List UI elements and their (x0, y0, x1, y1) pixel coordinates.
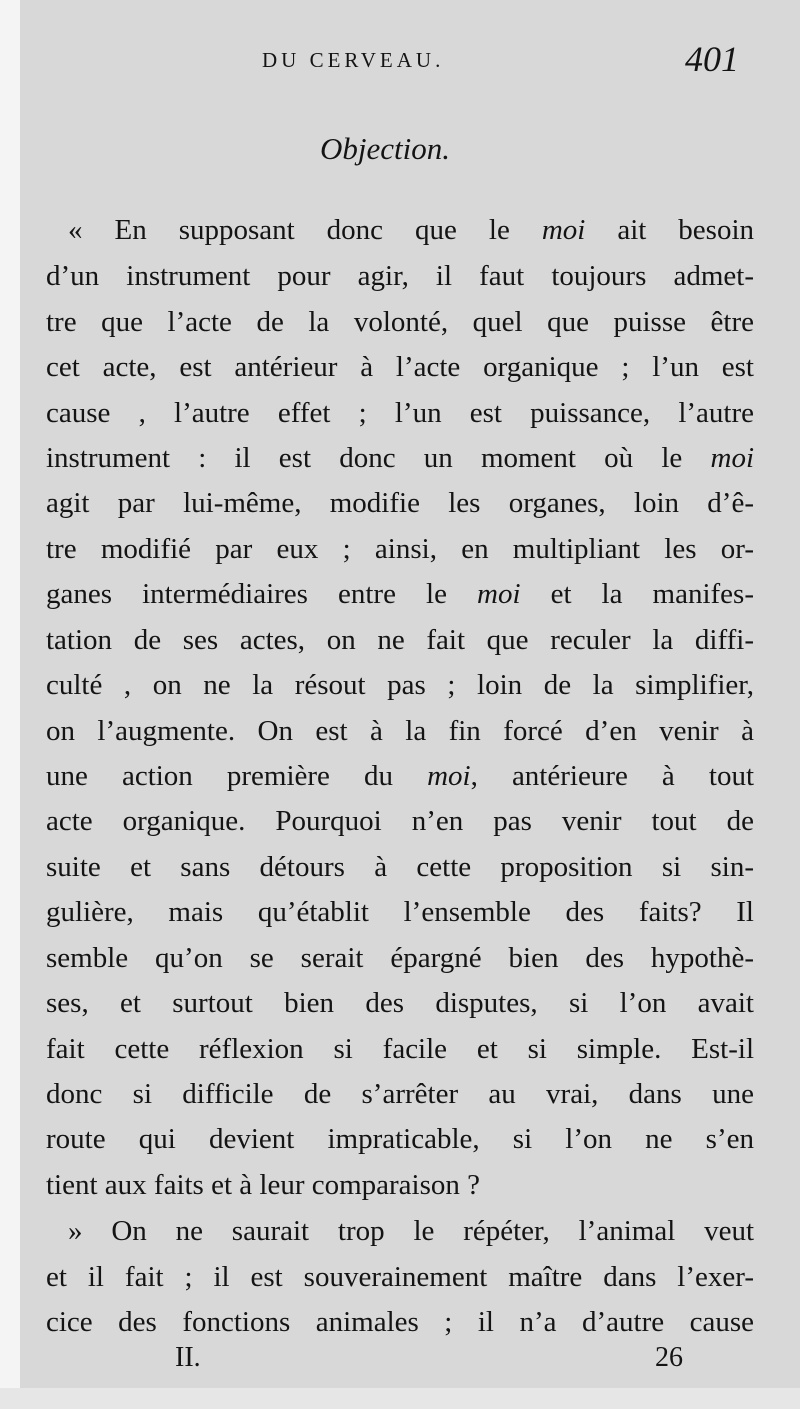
page-edge-margin (0, 0, 20, 1409)
text-line (46, 845, 754, 889)
text-line (46, 890, 754, 934)
text-line (46, 481, 754, 525)
text-line (46, 1163, 754, 1207)
text-segment: cause , l’autre effet ; l’un est puissance, l’autre (46, 397, 754, 429)
text-segment: « En supposant donc que le (68, 214, 542, 246)
text-segment: ait besoin (585, 214, 755, 246)
text-line (46, 618, 754, 662)
text-segment: agit par lui-même, modifie les organes, loin d’ê- (46, 487, 754, 519)
text-segment: et la manifes- (520, 578, 754, 610)
italic-word: moi (427, 760, 471, 792)
text-line (46, 754, 754, 798)
text-line (46, 981, 754, 1025)
text-segment: tient aux faits et à leur comparaison ? (46, 1169, 481, 1201)
italic-word: moi (541, 214, 586, 246)
text-line (46, 527, 754, 571)
text-segment: , antérieure à tout (470, 760, 755, 792)
text-line (46, 572, 754, 616)
text-segment: tation de ses actes, on ne fait que reculer la diffi- (46, 624, 754, 656)
text-segment: acte organique. Pourquoi n’en pas venir tout de (46, 805, 754, 837)
text-segment: » On ne saurait trop le répéter, l’animal veut (68, 1215, 754, 1247)
text-line (46, 936, 754, 980)
text-line (46, 436, 754, 480)
signature-mark: II. (175, 1342, 201, 1373)
section-heading: Objection. (320, 131, 450, 166)
text-line (46, 391, 754, 435)
text-segment: d’un instrument pour agir, il faut toujours admet- (46, 260, 754, 292)
text-segment: tre modifié par eux ; ainsi, en multipliant les or- (46, 533, 754, 565)
text-segment: une action première du (46, 760, 428, 792)
text-line (46, 300, 754, 344)
text-segment: on l’augmente. On est à la fin forcé d’en venir à (46, 715, 754, 747)
text-segment: cet acte, est antérieur à l’acte organique ; l’un est (46, 351, 754, 383)
text-segment: donc si difficile de s’arrêter au vrai, dans une (46, 1078, 754, 1110)
text-segment: fait cette réflexion si facile et si simple. Est-il (46, 1033, 754, 1065)
text-segment: cice des fonctions animales ; il n’a d’autre cause (46, 1306, 754, 1338)
text-segment: ganes intermédiaires entre le (46, 578, 478, 610)
text-line (46, 254, 754, 298)
page-bottom-margin (0, 1388, 800, 1409)
text-segment: ses, et surtout bien des disputes, si l’on avait (46, 987, 754, 1019)
text-line (46, 1072, 754, 1116)
text-segment: instrument : il est donc un moment où le (46, 442, 711, 474)
sheet-number: 26 (655, 1342, 683, 1373)
text-segment: culté , on ne la résout pas ; loin de la simplifier, (46, 669, 754, 701)
text-line (46, 1117, 754, 1161)
text-line (46, 799, 754, 843)
text-line (68, 1209, 754, 1253)
text-line (68, 208, 754, 252)
italic-word: moi (477, 578, 521, 610)
text-line (46, 709, 754, 753)
text-line (46, 1027, 754, 1071)
text-segment: et il fait ; il est souverainement maître dans l’exer- (46, 1261, 754, 1293)
text-segment: gulière, mais qu’établit l’ensemble des faits? Il (46, 896, 754, 928)
text-segment: suite et sans détours à cette proposition si sin- (46, 851, 754, 883)
italic-word: moi (710, 442, 754, 474)
text-segment: route qui devient impraticable, si l’on ne s’en (46, 1123, 754, 1155)
text-line (46, 1255, 754, 1299)
running-header: DU CERVEAU. (262, 48, 445, 72)
text-segment: semble qu’on se serait épargné bien des hypothè- (46, 942, 754, 974)
text-line (46, 663, 754, 707)
text-line (46, 345, 754, 389)
page-number: 401 (685, 39, 739, 79)
text-line (46, 1300, 754, 1344)
text-segment: tre que l’acte de la volonté, quel que puisse être (46, 306, 754, 338)
